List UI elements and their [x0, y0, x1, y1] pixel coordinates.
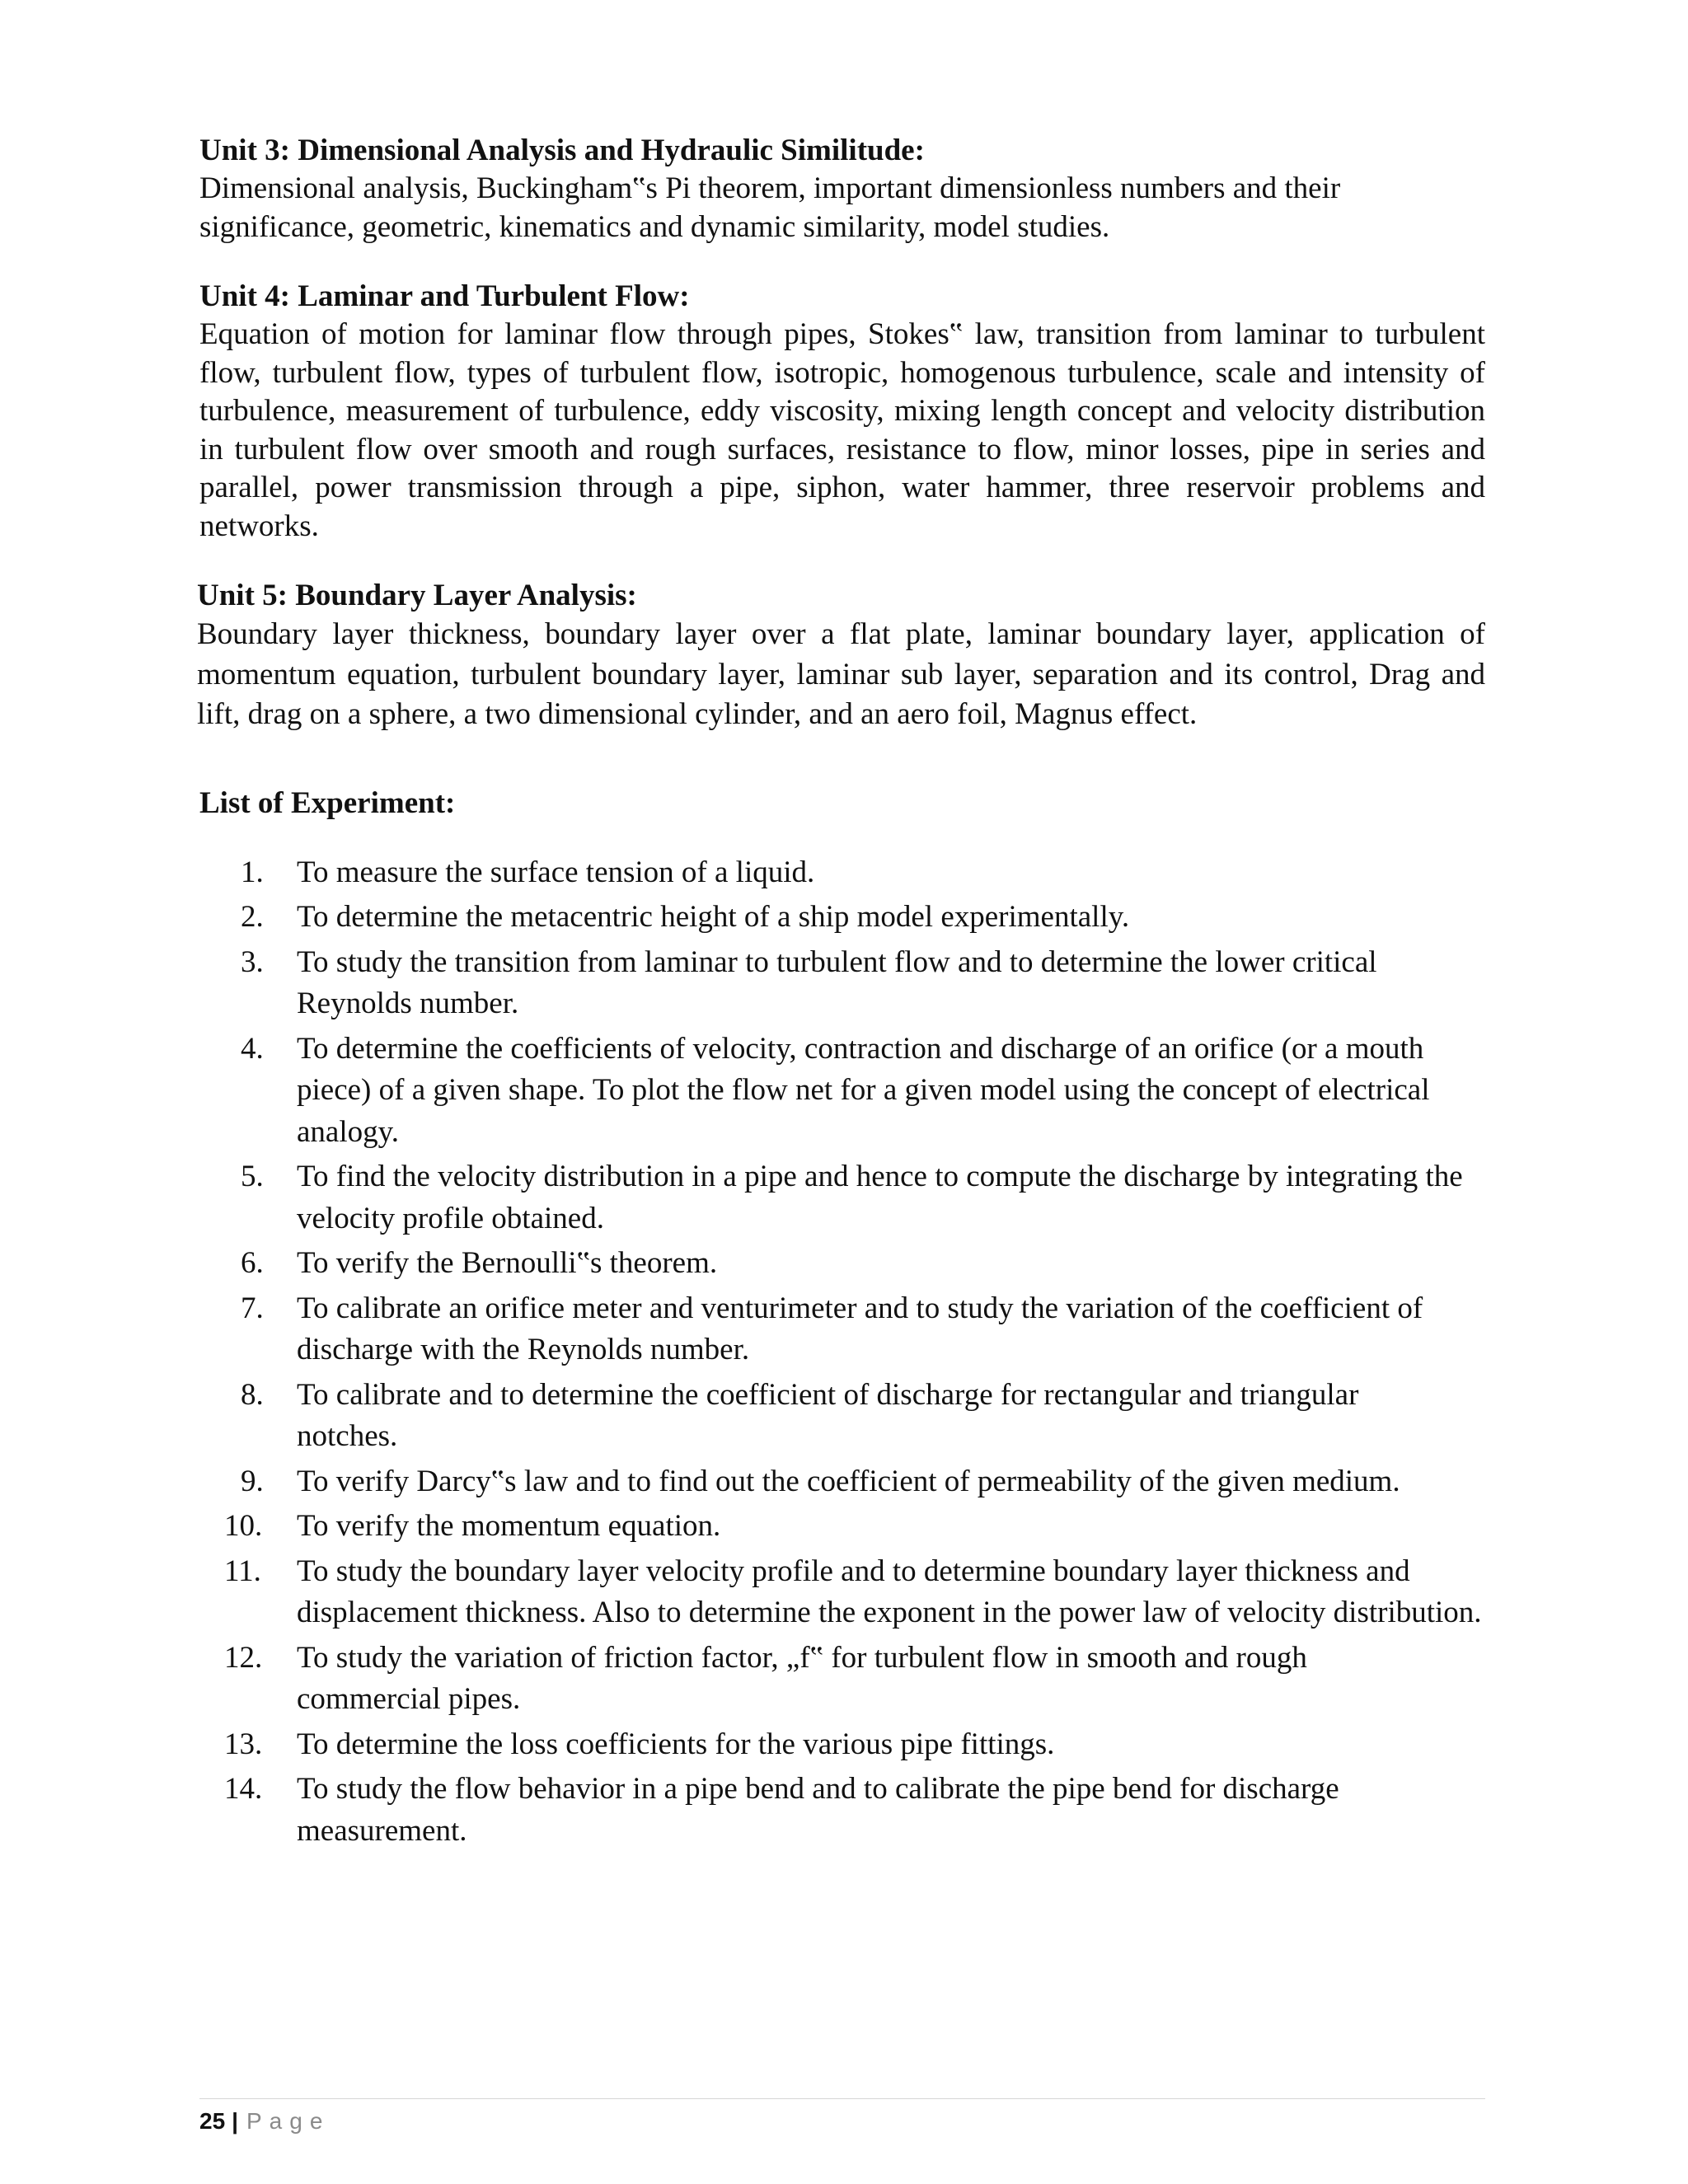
list-item-text: To study the flow behavior in a pipe bend and to calibrate the pipe bend for discharge measurement. [297, 1772, 1339, 1848]
unit-5-section [199, 577, 1485, 735]
page-footer [199, 2107, 330, 2136]
page-label: Page [246, 2108, 331, 2134]
list-item [199, 1724, 1485, 1766]
list-item-text: To determine the loss coefficients for the various pipe fittings. [297, 1727, 1055, 1761]
footer-divider [199, 2098, 1485, 2099]
list-item-number: 13. [224, 1727, 263, 1761]
list-item-number: 7. [241, 1291, 264, 1325]
list-item [199, 1461, 1485, 1503]
unit-3-section [199, 132, 1485, 246]
unit-4-body: Equation of motion for laminar flow through pipes, Stokes‟ law, transition from laminar to turbulent flow, turbulent flow, types of turbulent flow, isotropic, homogenous turbulence, scale and intensity of turbulence, measurement of turbulence, eddy viscosity, mixing length concept and velocity distribution in turbulent flow over smooth and rough surfaces, resistance to flow, minor losses, pipe in series and parallel, power transmission through a pipe, siphon, water hammer, three reservoir problems and networks. [199, 317, 1485, 543]
list-item [199, 942, 1469, 1025]
list-item [199, 897, 1485, 939]
list-item-text: To verify the momentum equation. [297, 1509, 721, 1543]
list-item-number: 12. [224, 1640, 263, 1675]
list-item-number: 3. [241, 944, 264, 979]
list-item [199, 1375, 1451, 1458]
list-item-number: 4. [241, 1031, 264, 1066]
list-item-number: 11. [224, 1554, 261, 1588]
list-item [199, 1243, 1485, 1285]
page-number: 25 [199, 2108, 226, 2134]
list-item-number: 6. [241, 1246, 264, 1280]
list-item-text: To determine the metacentric height of a ship model experimentally. [297, 900, 1130, 934]
list-item [199, 1029, 1485, 1154]
list-item-text: To determine the coefficients of velocity, contraction and discharge of an orifice (or a mouth piece) of a given shape. To plot the flow net for a given model using the concept of electrical analogy. [297, 1031, 1430, 1149]
list-item-number: 9. [241, 1464, 264, 1498]
experiment-list-heading: List of Experiment: [199, 785, 456, 820]
list-item-number: 14. [224, 1772, 263, 1806]
list-item-text: To calibrate an orifice meter and venturimeter and to study the variation of the coefficient of discharge with the Reynolds number. [297, 1291, 1423, 1366]
list-item [199, 852, 1485, 894]
unit-4-section [199, 278, 1485, 546]
unit-5-heading: Unit 5: Boundary Layer Analysis: [197, 579, 637, 612]
unit-4-heading: Unit 4: Laminar and Turbulent Flow: [199, 279, 690, 313]
list-item-text: To study the variation of friction factor, „f‟ for turbulent flow in smooth and rough commercial pipes. [297, 1640, 1307, 1716]
list-item-number: 5. [241, 1160, 264, 1193]
experiment-list [199, 852, 1485, 1853]
list-item-text: To measure the surface tension of a liquid. [297, 855, 815, 889]
list-item [199, 1551, 1485, 1634]
footer-separator: | [232, 2108, 238, 2134]
list-item-text: To find the velocity distribution in a pipe and hence to compute the discharge by integrating the velocity profile obtained. [297, 1160, 1463, 1235]
unit-3-body: Dimensional analysis, Buckingham‟s Pi theorem, important dimensionless numbers and their significance, geometric, kinematics and dynamic similarity, model studies. [199, 171, 1341, 244]
document-page [199, 132, 1485, 1855]
unit-3-heading: Unit 3: Dimensional Analysis and Hydraulic Similitude: [199, 134, 925, 167]
list-item [199, 1769, 1451, 1852]
list-item-number: 8. [241, 1377, 264, 1412]
list-item-number: 10. [224, 1509, 263, 1543]
list-item-text: To study the transition from laminar to turbulent flow and to determine the lower critical Reynolds number. [297, 944, 1377, 1020]
list-item-text: To study the boundary layer velocity profile and to determine boundary layer thickness and displacement thickness. Also to determine the exponent in the power law of velocity distribution. [297, 1554, 1482, 1629]
list-item [199, 1288, 1467, 1371]
list-item [199, 1156, 1485, 1240]
list-item [199, 1506, 1485, 1548]
unit-5-body: Boundary layer thickness, boundary layer over a flat plate, laminar boundary layer, application of momentum equation, turbulent boundary layer, laminar sub layer, separation and its control, Drag and lift, drag on a sphere, a two dimensional cylinder, and an aero foil, Magnus effect. [197, 617, 1485, 731]
list-item [199, 1638, 1451, 1721]
list-item-text: To calibrate and to determine the coefficient of discharge for rectangular and triangular notches. [297, 1377, 1359, 1453]
list-item-text: To verify Darcy‟s law and to find out the coefficient of permeability of the given medium. [297, 1464, 1400, 1498]
list-item-number: 2. [241, 900, 264, 934]
list-item-text: To verify the Bernoulli‟s theorem. [297, 1246, 718, 1280]
list-item-number: 1. [241, 855, 264, 889]
